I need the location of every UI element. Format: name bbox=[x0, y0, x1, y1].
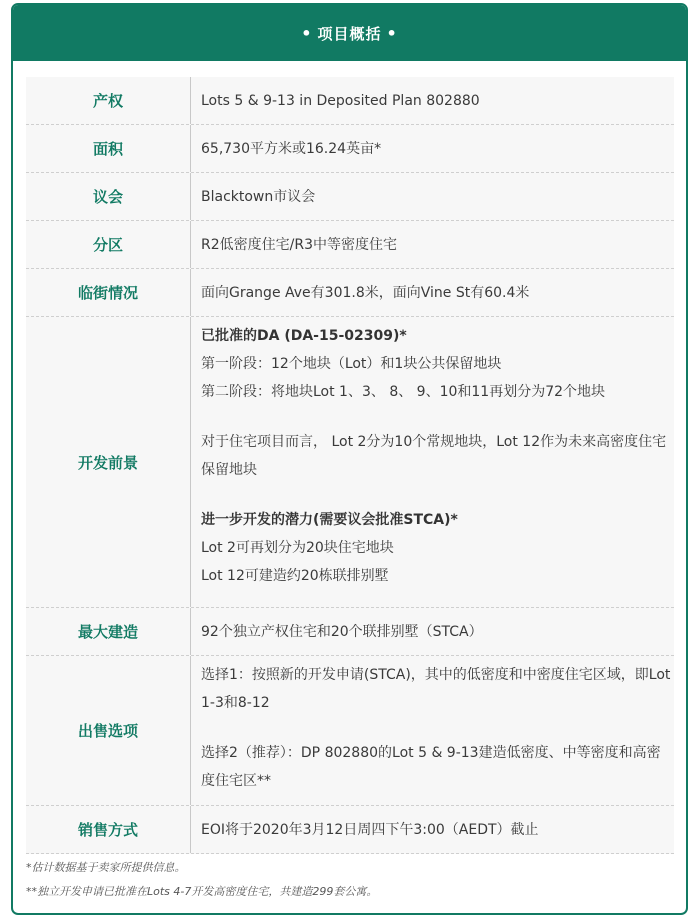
potential-item: Lot 2可再划分为20块住宅地块 bbox=[201, 540, 394, 556]
row-label: 销售方式 bbox=[77, 821, 138, 839]
table-row-frontage bbox=[26, 269, 674, 317]
row-value: Blacktown市议会 bbox=[201, 188, 316, 205]
row-label: 临街情况 bbox=[77, 284, 138, 302]
row-value: 面向Grange Ave有301.8米，面向Vine St有60.4米 bbox=[201, 284, 530, 301]
table-row-title bbox=[26, 77, 674, 125]
row-value: 92个独立产权住宅和20个联排别墅（STCA） bbox=[201, 623, 483, 640]
sale-option-two: 选择2（推荐）：DP 802880的Lot 5 & 9-13建造低密度、中等密度和高密度住宅区** bbox=[201, 745, 661, 789]
header-bullet-left: • bbox=[301, 23, 313, 43]
project-summary-card bbox=[11, 3, 688, 915]
row-label: 分区 bbox=[92, 236, 123, 254]
row-value: R2低密度住宅/R3中等密度住宅 bbox=[201, 236, 397, 253]
potential-title: 进一步开发的潜力(需要议会批准STCA)* bbox=[201, 512, 458, 528]
card-title: 项目概括 bbox=[317, 24, 382, 43]
table-row-max-build bbox=[26, 608, 674, 656]
row-value: 65,730平方米或16.24英亩* bbox=[201, 140, 382, 157]
table-row-council bbox=[26, 173, 674, 221]
header-bullet-right: • bbox=[386, 23, 398, 43]
potential-item: Lot 12可建造约20栋联排别墅 bbox=[201, 568, 389, 584]
table-row-development bbox=[26, 317, 674, 608]
table-row-area bbox=[26, 125, 674, 173]
table-row-zoning bbox=[26, 221, 674, 269]
residential-note: 对于住宅项目而言， Lot 2分为10个常规地块，Lot 12作为未来高密度住宅保留地块 bbox=[201, 434, 667, 478]
row-value: EOI将于2020年3月12日周四下午3:00（AEDT）截止 bbox=[201, 821, 539, 838]
stage-one: 第一阶段：12个地块（Lot）和1块公共保留地块 bbox=[201, 356, 502, 372]
row-label: 产权 bbox=[92, 92, 123, 110]
sale-option-one: 选择1：按照新的开发申请(STCA)，其中的低密度和中密度住宅区域，即Lot 1-3和8-12 bbox=[201, 667, 671, 711]
da-title: 已批准的DA (DA-15-02309)* bbox=[201, 328, 407, 344]
stage-two: 第二阶段：将地块Lot 1、3、 8、 9、10和11再划分为72个地块 bbox=[201, 384, 606, 400]
table-row-sale-options bbox=[26, 656, 674, 806]
footnote: **独立开发申请已批准在Lots 4-7开发高密度住宅，共建造299套公寓。 bbox=[26, 885, 378, 898]
card-header bbox=[13, 5, 686, 61]
row-label: 议会 bbox=[92, 188, 123, 206]
row-label: 开发前景 bbox=[77, 453, 138, 472]
row-label: 面积 bbox=[92, 140, 123, 158]
footnote: *估计数据基于卖家所提供信息。 bbox=[26, 861, 186, 874]
summary-table bbox=[26, 77, 674, 854]
row-value: Lots 5 & 9-13 in Deposited Plan 802880 bbox=[201, 92, 480, 109]
row-label: 出售选项 bbox=[77, 722, 138, 740]
table-row-sale-method bbox=[26, 806, 674, 854]
row-label: 最大建造 bbox=[77, 623, 138, 641]
